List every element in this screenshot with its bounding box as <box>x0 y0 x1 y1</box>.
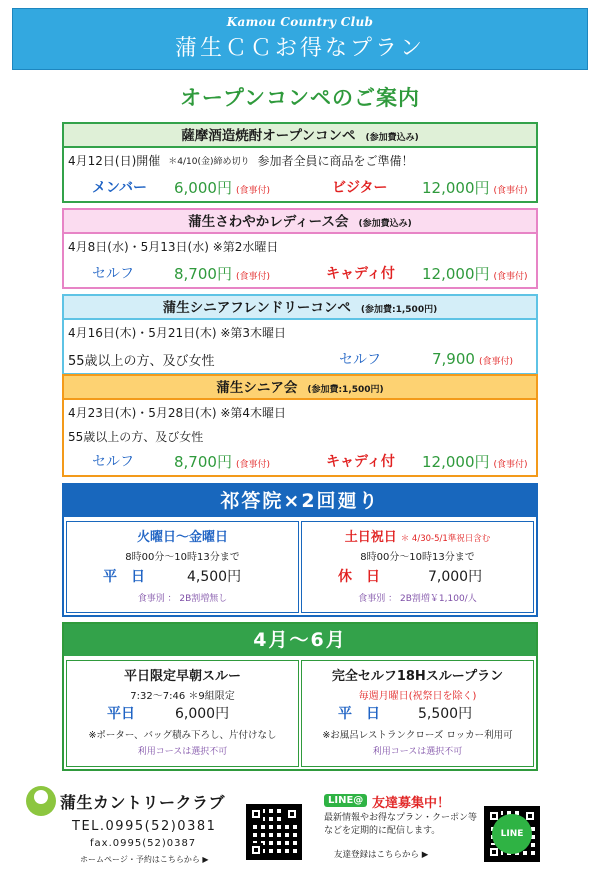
competition-title <box>64 376 536 400</box>
line-description: 最新情報やお得なプラン・クーポン等などを定期的に配信します。 <box>324 813 478 836</box>
plan-price: 5,500円 <box>418 706 473 722</box>
line-friend-title: 友達募集中！ <box>372 796 451 811</box>
header-banner <box>12 8 588 70</box>
plan-day-label: 平日 <box>107 706 135 722</box>
plan-self-through-column <box>301 660 534 767</box>
competition-senior-friendly <box>62 294 538 375</box>
plan-day-label: 休 日 <box>338 569 380 585</box>
competition-deadline: ＊4/10(金)締め切り <box>168 157 250 167</box>
competition-title <box>64 296 536 320</box>
competition-date: 4月23日(木)・5月28日(木) ※第4木曜日 <box>68 406 287 420</box>
header-en-title: Kamou Country Club <box>226 15 374 29</box>
meal-note: (食事付) <box>493 271 528 282</box>
competition-fee-note: (参加費込み) <box>365 133 419 143</box>
competition-prices <box>64 345 536 373</box>
plan-name: 完全セルフ18Hスループラン <box>331 669 504 684</box>
plan-days: 火曜日～金曜日 <box>136 530 228 545</box>
line-register-link[interactable]: 友達登録はこちらから ▶ <box>334 850 429 860</box>
plan-day-label: 平 日 <box>338 706 380 722</box>
caddie-label: キャディ付 <box>326 454 395 470</box>
member-price-group <box>174 177 270 198</box>
competition-satsuma <box>62 122 538 203</box>
member-price: 6,000円 <box>174 178 232 197</box>
meal-note: (食事付) <box>235 185 270 196</box>
plan-kedoin-double <box>62 483 538 617</box>
footer <box>0 786 600 874</box>
homepage-qr-icon[interactable] <box>246 804 302 860</box>
self-price: 8,700円 <box>174 452 232 471</box>
self-price: 8,700円 <box>174 264 232 283</box>
plan-price-row <box>302 566 533 588</box>
plan-price-row <box>302 703 533 725</box>
visitor-label: ビジター <box>332 180 388 196</box>
eligibility-text: 55歳以上の方、及び女性 <box>68 429 204 444</box>
plan-title: 4月～6月 <box>64 624 536 656</box>
club-name: 蒲生カントリークラブ <box>60 793 226 812</box>
club-logo-icon <box>26 786 56 816</box>
self-label: セルフ <box>92 454 134 470</box>
meal-note: (食事付) <box>235 459 270 470</box>
section-title: オープンコンペのご案内 <box>179 86 421 110</box>
competition-date: 4月16日(木)・5月21日(木) ※第3木曜日 <box>68 326 287 340</box>
meal-note: (食事付) <box>478 357 513 367</box>
line-badge-icon: LINE <box>492 814 532 854</box>
competition-ladies <box>62 208 538 289</box>
meal-note: (食事付) <box>235 271 270 282</box>
plan-days: 毎週月曜日(祝祭日を除く) <box>358 691 477 702</box>
plan-days-note: ＊ 4/30-5/1準祝日含む <box>400 534 491 544</box>
competition-name: 薩摩酒造焼酎オープンコンペ <box>181 128 356 144</box>
plan-price-row <box>67 703 298 725</box>
self-price-group <box>174 263 270 284</box>
competition-fee-note: (参加費:1,500円) <box>307 385 384 395</box>
plan-price: 6,000円 <box>175 706 230 722</box>
caddie-price: 12,000円 <box>422 264 490 283</box>
eligibility-text: 55歳以上の方、及び女性 <box>68 353 215 369</box>
plan-columns <box>64 656 536 769</box>
competition-senior <box>62 374 538 477</box>
plan-price: 7,000円 <box>428 569 483 585</box>
competition-prices <box>64 173 536 201</box>
caddie-price-group <box>422 451 528 472</box>
plan-days-label: 土日祝日 <box>344 530 397 545</box>
plan-name: 平日限定早朝スルー <box>123 669 241 684</box>
competition-title <box>64 124 536 148</box>
competition-name: 蒲生さわやかレディース会 <box>188 214 349 230</box>
homepage-link[interactable]: ホームページ・予約はこちらから ▶ <box>80 855 209 864</box>
plan-note: 食事別 ： 2B割増無し <box>137 594 228 604</box>
plan-day-label: 平 日 <box>103 569 145 585</box>
self-label: セルフ <box>92 266 134 282</box>
line-at-logo: LINE@ <box>324 794 367 807</box>
club-tel[interactable]: TEL.0995(52)0381 <box>72 819 217 834</box>
plan-price-row <box>67 566 298 588</box>
member-label: メンバー <box>92 180 148 196</box>
plan-april-june <box>62 622 538 771</box>
self-price-group <box>174 451 270 472</box>
competition-prices <box>64 447 536 475</box>
caddie-label: キャディ付 <box>326 266 395 282</box>
plan-price: 4,500円 <box>187 569 242 585</box>
competition-date: 4月8日(水)・5月13日(水) ※第2水曜日 <box>68 240 279 254</box>
meal-note: (食事付) <box>493 459 528 470</box>
competition-title <box>64 210 536 234</box>
plan-note: 食事別 ： 2B割増￥1,100/人 <box>358 594 477 604</box>
plan-columns <box>64 517 536 615</box>
visitor-price: 12,000円 <box>422 178 490 197</box>
self-price-group <box>432 350 513 368</box>
plan-weekday-column <box>66 521 299 613</box>
self-label: セルフ <box>339 352 381 368</box>
plan-course-note: 利用コースは選択不可 <box>137 747 228 757</box>
plan-holiday-column <box>301 521 534 613</box>
plan-time: 8時00分～10時13分まで <box>360 552 475 563</box>
club-fax: fax.0995(52)0387 <box>90 838 197 849</box>
plan-course-note: 利用コースは選択不可 <box>372 747 463 757</box>
plan-days <box>302 526 533 545</box>
self-price: 7,900 <box>432 350 475 368</box>
visitor-price-group <box>422 177 528 198</box>
competition-prices <box>64 259 536 287</box>
competition-fee-note: (参加費込み) <box>358 219 412 229</box>
competition-remark: 参加者全員に商品をご準備！ <box>257 154 414 168</box>
plan-time: 7:32～7:46 ＊9組限定 <box>130 691 235 702</box>
header-jp-title: 蒲生ＣＣお得なプラン <box>174 36 425 61</box>
competition-fee-note: (参加費:1,500円) <box>360 305 438 315</box>
competition-name: 蒲生シニアフレンドリーコンペ <box>162 300 351 316</box>
plan-time: 8時00分～10時13分まで <box>125 552 240 563</box>
plan-early-morning-column <box>66 660 299 767</box>
caddie-price: 12,000円 <box>422 452 490 471</box>
caddie-price-group <box>422 263 528 284</box>
plan-note: ※お風呂レストランクローズ ロッカー利用可 <box>322 730 513 741</box>
plan-note: ※ポーター、バッグ積み下ろし、片付けなし <box>88 730 277 741</box>
competition-name: 蒲生シニア会 <box>216 380 298 396</box>
plan-title: 祁答院×2回廻り <box>64 485 536 517</box>
competition-date: 4月12日(日)開催 <box>68 154 161 168</box>
meal-note: (食事付) <box>493 185 528 196</box>
competition-date-line <box>64 148 536 173</box>
